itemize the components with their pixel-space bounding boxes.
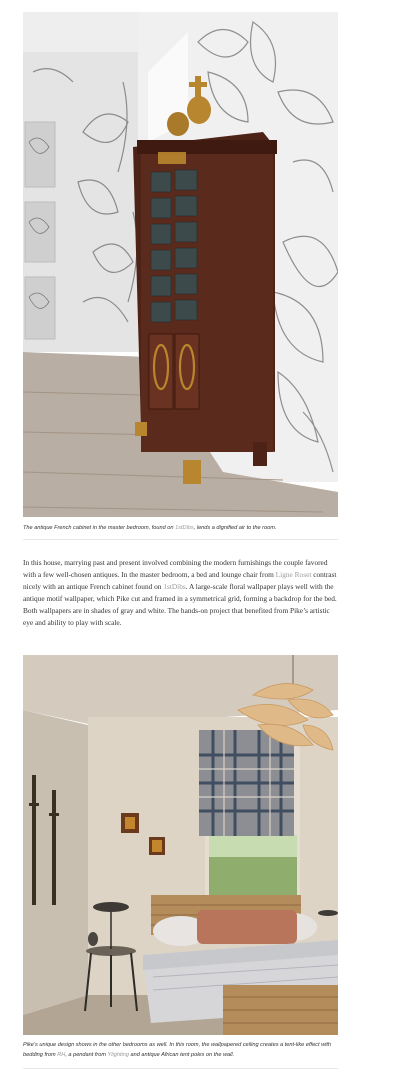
- divider: [23, 539, 338, 540]
- bedroom-photo-art: [23, 655, 338, 1035]
- bedroom-photo-caption: [23, 1040, 343, 1060]
- caption2-text-2: , a pendant from: [65, 1052, 108, 1058]
- caption2-link-rh[interactable]: RH: [57, 1052, 66, 1058]
- link-ligne-roset[interactable]: Ligne Roset: [275, 569, 312, 579]
- article-paragraph: [23, 557, 341, 628]
- paragraph-text-2: contrast nicely with an antique French cabinet found on: [23, 569, 337, 591]
- caption2-text-3: and antique African tent poles on the wall.: [128, 1052, 235, 1058]
- divider: [23, 1068, 338, 1069]
- caption1-text-before: The antique French cabinet in the master bedroom, found on: [23, 525, 176, 531]
- paragraph-text-3: . A large-scale floral wallpaper plays well with the antique motif wallpaper, which Pike cut and framed in a symmetrical grid, forming a backdrop for the bed. Both wallpapers are in shades of gray and white. The hands-on project that benefited from Pike’s artistic eye and ability to play with scale.: [23, 581, 337, 627]
- paragraph-text-1: In this house, marrying past and present involved combining the modern furnishings the couple favored with a few well-chosen antiques. In the master bedroom, a bed and lounge chair from: [23, 558, 328, 579]
- cabinet-photo-caption: [23, 523, 343, 533]
- bedroom-photo: [23, 655, 338, 1035]
- link-1stdibs[interactable]: 1stDibs: [163, 581, 186, 591]
- cabinet-photo-art: [23, 12, 338, 517]
- cabinet-photo: [23, 12, 338, 517]
- caption1-link-1stdibs[interactable]: 1stDibs: [175, 525, 194, 531]
- caption2-text-1: Pike’s unique design shows in the other bedrooms as well. In this room, the wallpapered ceiling creates a tent-like effect with bedding from: [23, 1042, 332, 1058]
- caption2-link-ylighting[interactable]: Ylighting: [107, 1052, 129, 1058]
- caption1-text-after: , lends a dignified air to the room.: [193, 525, 277, 531]
